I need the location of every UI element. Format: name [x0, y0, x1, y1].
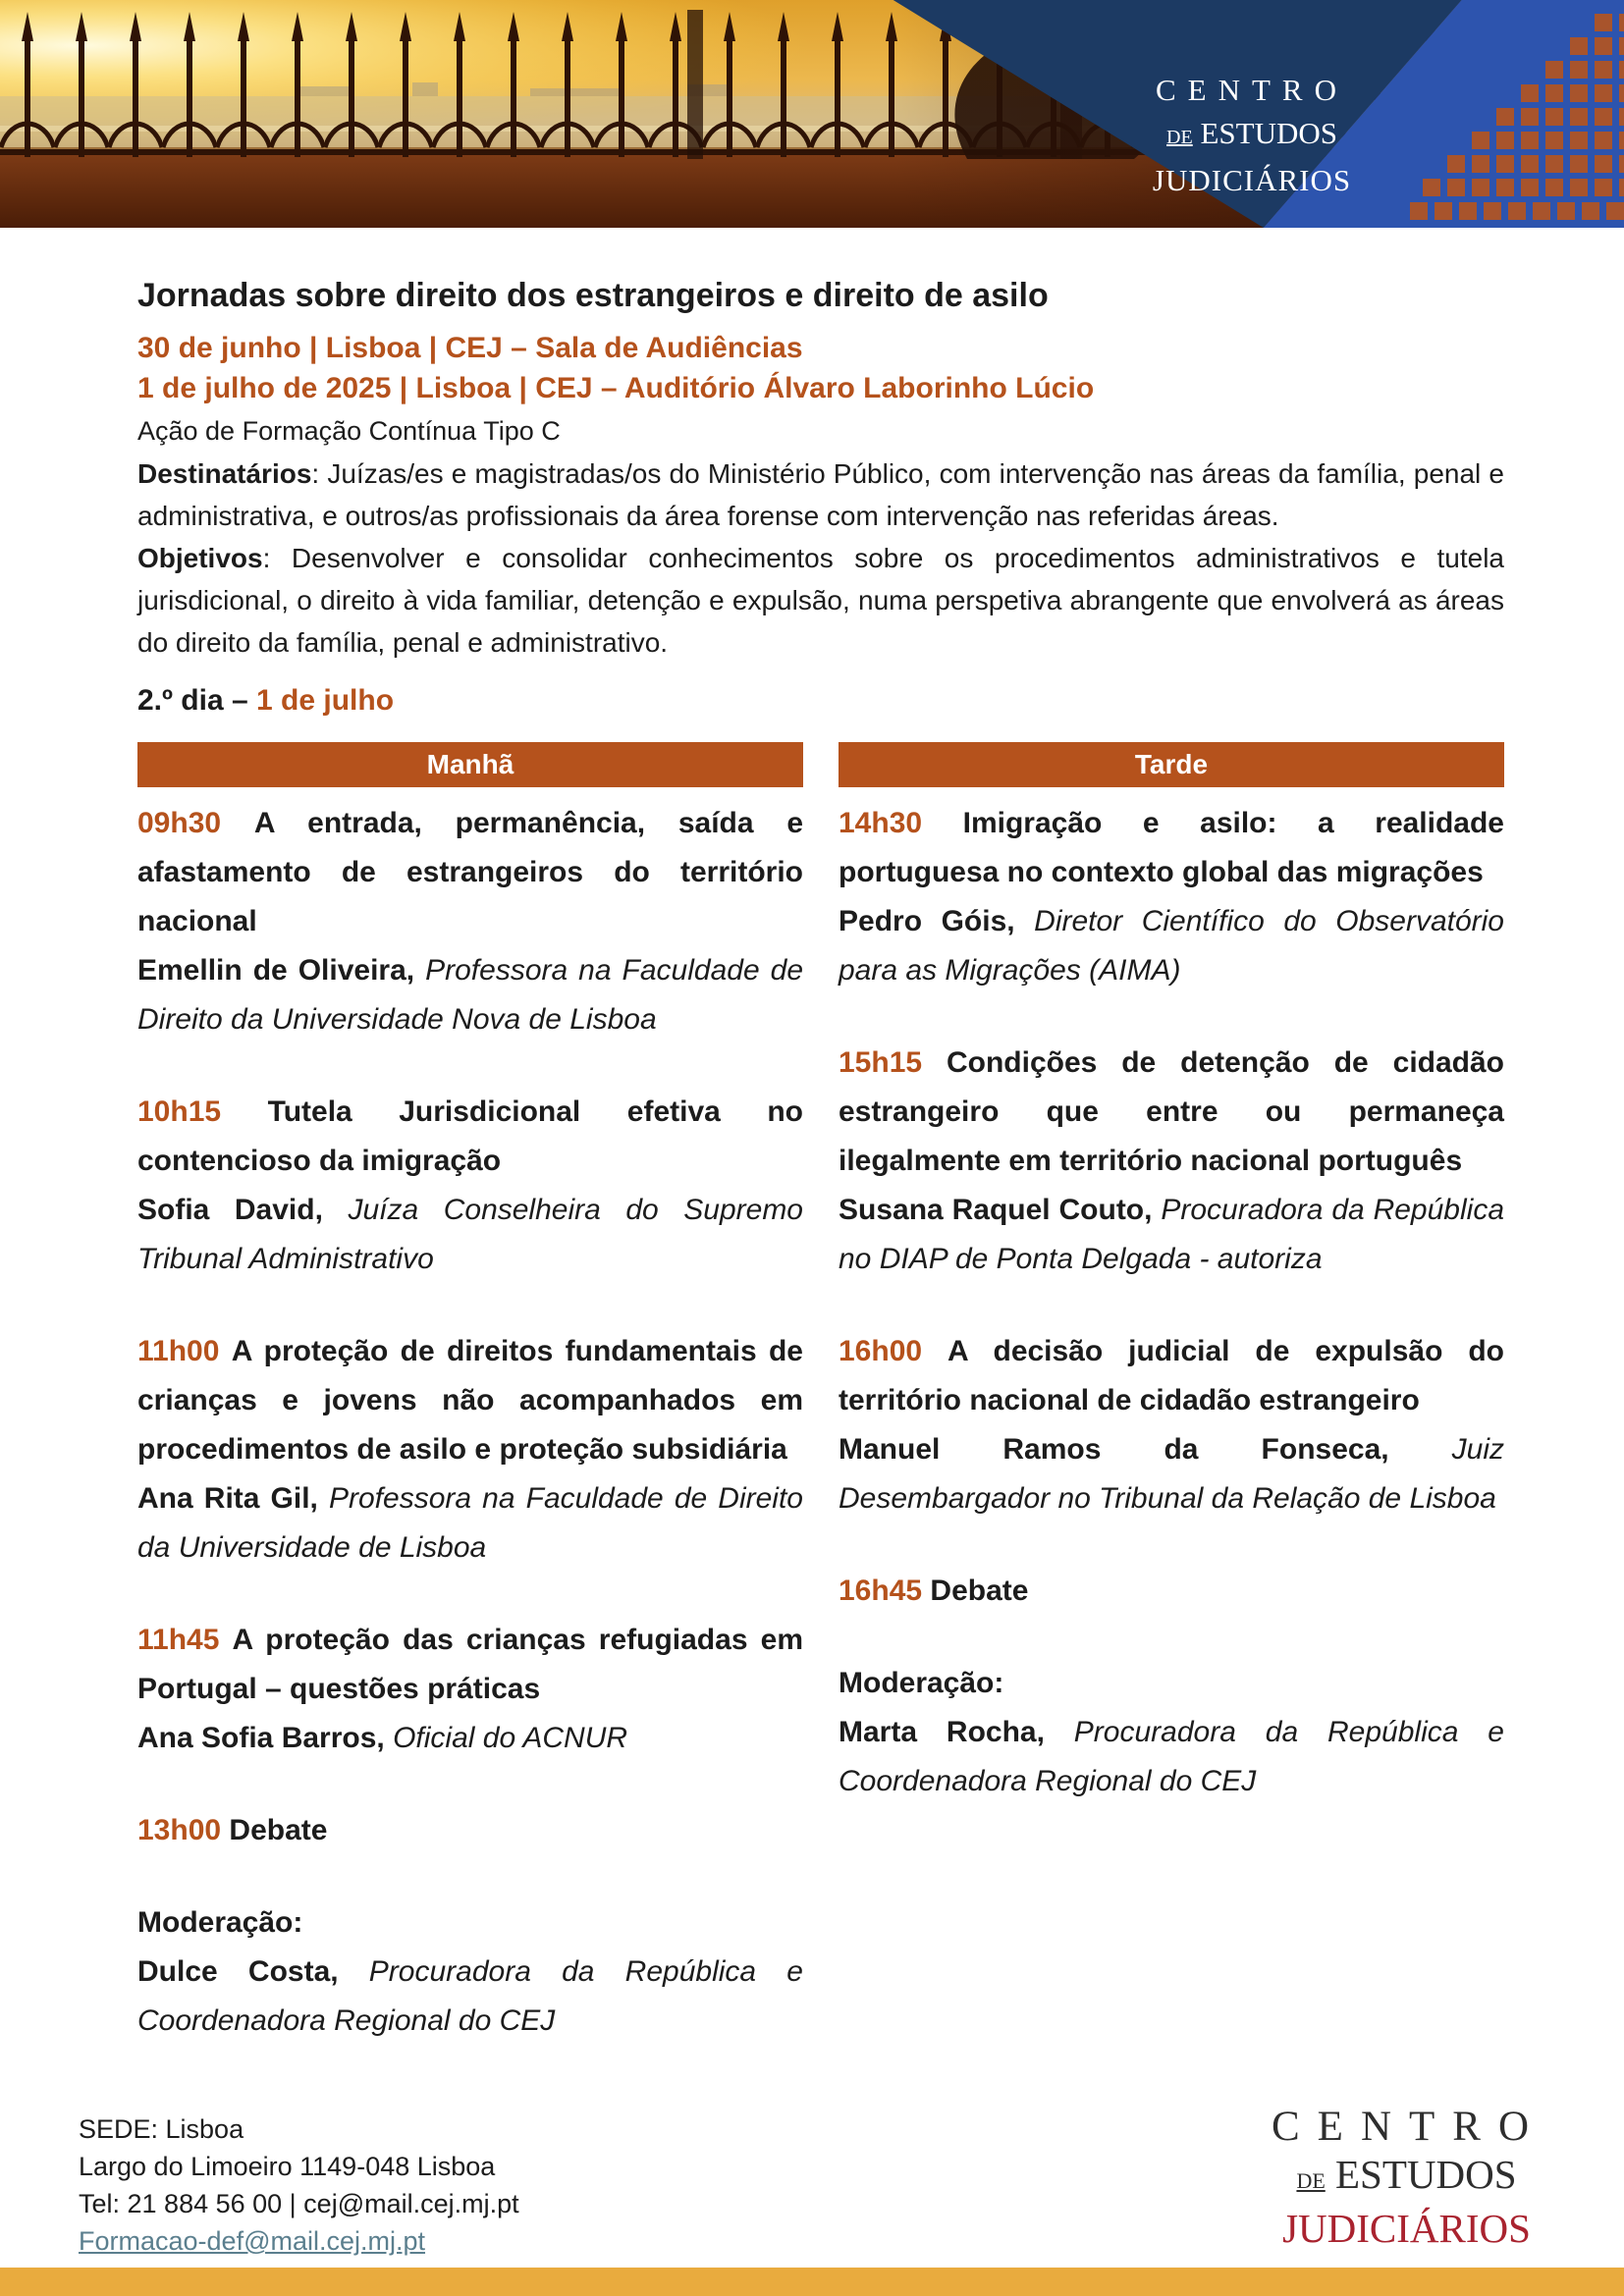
- speaker-role: Oficial do ACNUR: [393, 1722, 628, 1754]
- footer-address: [79, 2110, 519, 2260]
- item-title: 16h00 A decisão judicial de expulsão do território nacional de cidadão estrangeiro: [839, 1335, 1504, 1416]
- footer-email-link[interactable]: Formacao-def@mail.cej.mj.pt: [79, 2226, 426, 2256]
- item-speaker: [137, 1714, 803, 1763]
- session-line-2: 1 de julho de 2025 | Lisboa | CEJ – Auditório Álvaro Laborinho Lúcio: [137, 372, 1095, 404]
- item-title: 10h15 Tutela Jurisdicional efetiva no contencioso da imigração: [137, 1095, 803, 1177]
- schedule-item: [839, 1327, 1504, 1523]
- page-title: Jornadas sobre direito dos estrangeiros e direito de asilo: [137, 277, 1049, 314]
- logo-line-centro: CENTRO: [1156, 73, 1348, 107]
- item-time: 11h00: [137, 1335, 220, 1367]
- schedule-item: [839, 1039, 1504, 1284]
- day-heading: 2.º dia – 1 de julho: [137, 684, 395, 717]
- moderator-role: Procuradora da República e Coordenadora Regional do CEJ: [137, 1955, 803, 2037]
- item-speaker: [137, 1186, 803, 1284]
- moderator-line: [839, 1708, 1504, 1806]
- schedule-item: [137, 1088, 803, 1284]
- moderation-label: Moderação:: [137, 1906, 303, 1939]
- course-type: Ação de Formação Contínua Tipo C: [137, 416, 561, 446]
- speaker-name: Emellin de Oliveira,: [137, 954, 426, 987]
- column-items: [839, 799, 1504, 1616]
- speaker-role: Juíza Conselheira do Supremo Tribunal Administrativo: [137, 1194, 803, 1275]
- speaker-role: Professora na Faculdade de Direito da Universidade Nova de Lisboa: [137, 954, 803, 1036]
- item-title: 11h00 A proteção de direitos fundamentais de crianças e jovens não acompanhados em procedimentos de asilo e proteção subsidiária: [137, 1335, 803, 1466]
- logo-line-de-estudos: DE ESTUDOS: [1296, 2152, 1517, 2197]
- schedule-column: [839, 742, 1504, 2046]
- speaker-role: Procuradora da República no DIAP de Ponta Delgada - autoriza: [839, 1194, 1504, 1275]
- item-time: 16h45: [839, 1575, 923, 1607]
- session-line-1: 30 de junho | Lisboa | CEJ – Sala de Audiências: [137, 332, 803, 364]
- schedule-item: [137, 1616, 803, 1763]
- item-speaker: [839, 1425, 1504, 1523]
- moderation-block: [137, 1898, 803, 2046]
- moderator-name: Dulce Costa,: [137, 1955, 369, 1988]
- footer-street: Largo do Limoeiro 1149-048 Lisboa: [79, 2152, 496, 2181]
- speaker-name: Manuel Ramos da Fonseca,: [839, 1433, 1452, 1466]
- speaker-role: Professora na Faculdade de Direito da Universidade de Lisboa: [137, 1482, 803, 1564]
- objectives-label: Objetivos: [137, 543, 263, 573]
- item-time: 13h00: [137, 1814, 222, 1846]
- column-header-bar: [137, 742, 803, 787]
- footer-contacts: Tel: 21 884 56 00 | cej@mail.cej.mj.pt: [79, 2189, 519, 2218]
- item-speaker: [137, 946, 803, 1044]
- item-title: 11h45 A proteção das crianças refugiadas em Portugal – questões práticas: [137, 1624, 803, 1705]
- column-header-bar: [839, 742, 1504, 787]
- schedule-item: [137, 799, 803, 1044]
- banner: [0, 0, 1624, 228]
- logo-line-judiciarios: JUDICIÁRIOS: [1152, 163, 1352, 197]
- item-time: 15h15: [839, 1046, 923, 1079]
- item-title: 13h00 Debate: [137, 1814, 328, 1846]
- item-title: 14h30 Imigração e asilo: a realidade portuguesa no contexto global das migrações: [839, 807, 1504, 888]
- item-title: 09h30 A entrada, permanência, saída e afastamento de estrangeiros do território nacional: [137, 807, 803, 937]
- cej-logo-top: [1129, 69, 1375, 202]
- moderator-line: [137, 1948, 803, 2046]
- cej-logo-bottom: [1272, 2103, 1546, 2253]
- pixel-stairs-pattern: [1406, 14, 1624, 228]
- moderator-role: Procuradora da República e Coordenadora Regional do CEJ: [839, 1716, 1504, 1797]
- speaker-role: Juiz Desembargador no Tribunal da Relação de Lisboa: [839, 1433, 1504, 1515]
- main-content: [137, 275, 1504, 2046]
- schedule-columns: [137, 742, 1504, 2046]
- objectives-paragraph: Objetivos: Desenvolver e consolidar conhecimentos sobre os procedimentos administrativos e tutela jurisdicional, o direito à vida familiar, detenção e expulsão, numa perspetiva abrangente que envolverá as áreas do direito da família, penal e administrativo.: [137, 543, 1504, 658]
- speaker-name: Ana Sofia Barros,: [137, 1722, 394, 1754]
- item-time: 11h45: [137, 1624, 220, 1656]
- column-header-label: Manhã: [426, 749, 514, 779]
- schedule-item: [839, 1567, 1504, 1616]
- logo-line-judiciarios: JUDICIÁRIOS: [1282, 2206, 1531, 2251]
- item-speaker: [839, 897, 1504, 995]
- item-title: 16h45 Debate: [839, 1575, 1029, 1607]
- moderation-label: Moderação:: [839, 1667, 1004, 1699]
- speaker-name: Susana Raquel Couto,: [839, 1194, 1162, 1226]
- speaker-name: Sofia David,: [137, 1194, 349, 1226]
- speaker-name: Pedro Góis,: [839, 905, 1035, 937]
- speaker-name: Ana Rita Gil,: [137, 1482, 329, 1515]
- column-items: [137, 799, 803, 1855]
- schedule-column: [137, 742, 803, 2046]
- schedule-item: [137, 1327, 803, 1573]
- item-speaker: [137, 1474, 803, 1573]
- schedule-item: [137, 1806, 803, 1855]
- item-time: 14h30: [839, 807, 923, 839]
- item-speaker: [839, 1186, 1504, 1284]
- item-time: 16h00: [839, 1335, 923, 1367]
- footer-sede: SEDE: Lisboa: [79, 2114, 244, 2144]
- bottom-yellow-bar: [0, 2268, 1624, 2296]
- recipients-paragraph: Destinatários: Juízas/es e magistradas/os do Ministério Público, com intervenção nas áreas da família, penal e administrativa, e outros/as profissionais da área forense com intervenção nas referidas áreas.: [137, 458, 1504, 531]
- schedule-item: [839, 799, 1504, 995]
- column-header-label: Tarde: [1134, 749, 1209, 779]
- item-title: 15h15 Condições de detenção de cidadão estrangeiro que entre ou permaneça ilegalmente em território nacional português: [839, 1046, 1504, 1177]
- moderation-block: [839, 1659, 1504, 1806]
- recipients-label: Destinatários: [137, 458, 312, 489]
- speaker-role: Diretor Científico do Observatório para as Migrações (AIMA): [839, 905, 1504, 987]
- item-time: 09h30: [137, 807, 222, 839]
- item-time: 10h15: [137, 1095, 222, 1128]
- logo-line-centro: CENTRO: [1272, 2104, 1546, 2150]
- logo-line-de-estudos: DE ESTUDOS: [1166, 116, 1337, 150]
- day-date: 1 de julho: [256, 684, 395, 717]
- moderator-name: Marta Rocha,: [839, 1716, 1074, 1748]
